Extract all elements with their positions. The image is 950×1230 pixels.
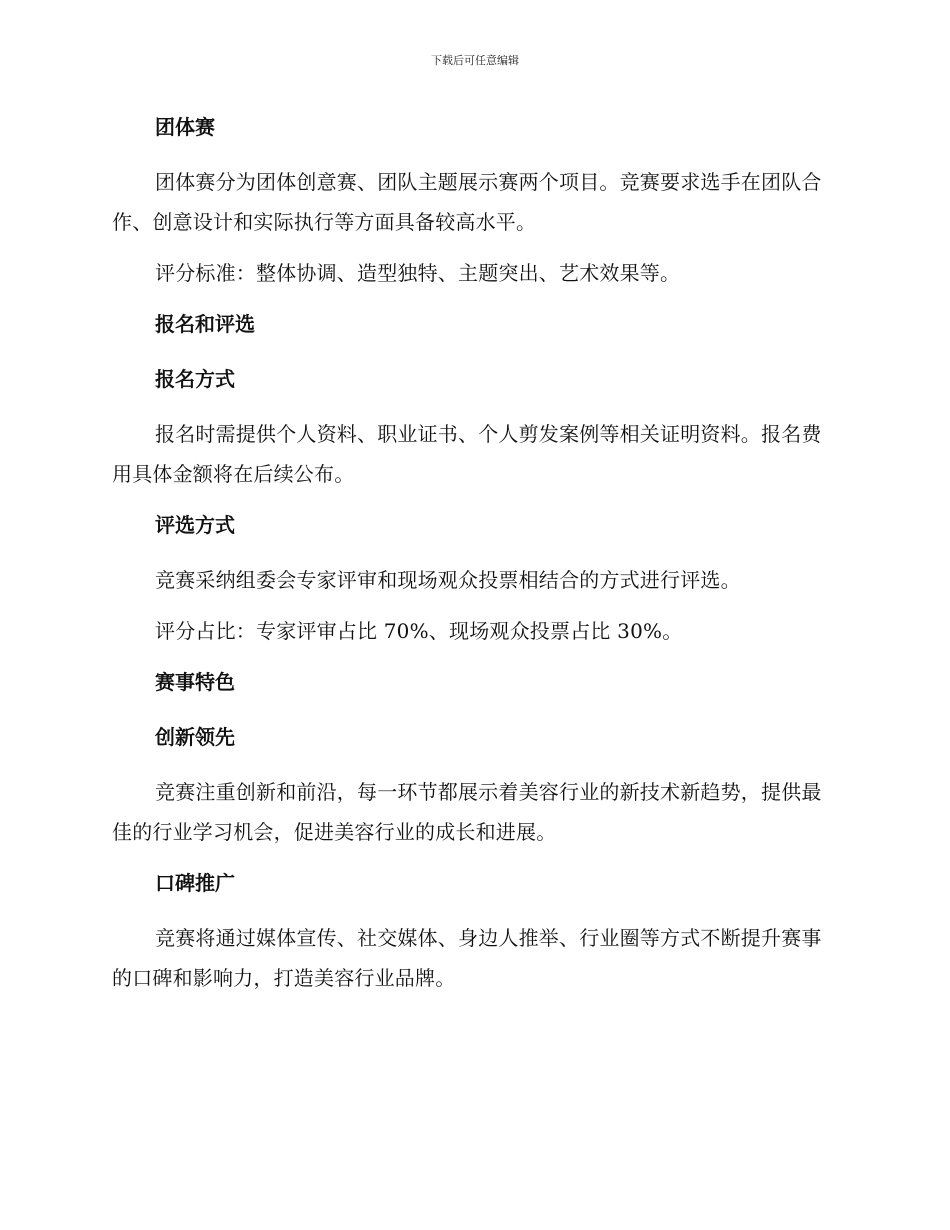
section-heading-reputation-promotion: 口碑推广 (155, 871, 235, 895)
section-heading-innovation: 创新领先 (155, 725, 235, 749)
section-heading-team-competition: 团体赛 (155, 115, 215, 139)
section-heading-event-features: 赛事特色 (155, 670, 235, 694)
paragraph-registration-method: 报名时需提供个人资料、职业证书、个人剪发案例等相关证明资料。报名费用具体金额将在后续公布。 (112, 422, 822, 486)
paragraph-selection-method: 竞赛采纳组委会专家评审和现场观众投票相结合的方式进行评选。 (155, 568, 741, 592)
document-body (112, 112, 830, 1014)
page-header: 下载后可任意编辑 (431, 54, 519, 67)
section-heading-registration-method: 报名方式 (155, 367, 235, 391)
paragraph-reputation-promotion: 竞赛将通过媒体宣传、社交媒体、身边人推举、行业圈等方式不断提升赛事的口碑和影响力，打造美容行业品牌。 (112, 926, 822, 990)
paragraph-team-scoring-criteria: 评分标准：整体协调、造型独特、主题突出、艺术效果等。 (155, 261, 681, 285)
paragraph-innovation: 竞赛注重创新和前沿，每一环节都展示着美容行业的新技术新趋势，提供最佳的行业学习机会，促进美容行业的成长和进展。 (112, 780, 822, 844)
paragraph-scoring-ratio: 评分占比：专家评审占比 70%、现场观众投票占比 30%。 (155, 619, 683, 643)
section-heading-selection-method: 评选方式 (155, 513, 235, 537)
section-heading-registration-selection: 报名和评选 (155, 312, 255, 336)
paragraph-team-competition-description: 团体赛分为团体创意赛、团队主题展示赛两个项目。竞赛要求选手在团队合作、创意设计和实际执行等方面具备较高水平。 (112, 170, 822, 234)
